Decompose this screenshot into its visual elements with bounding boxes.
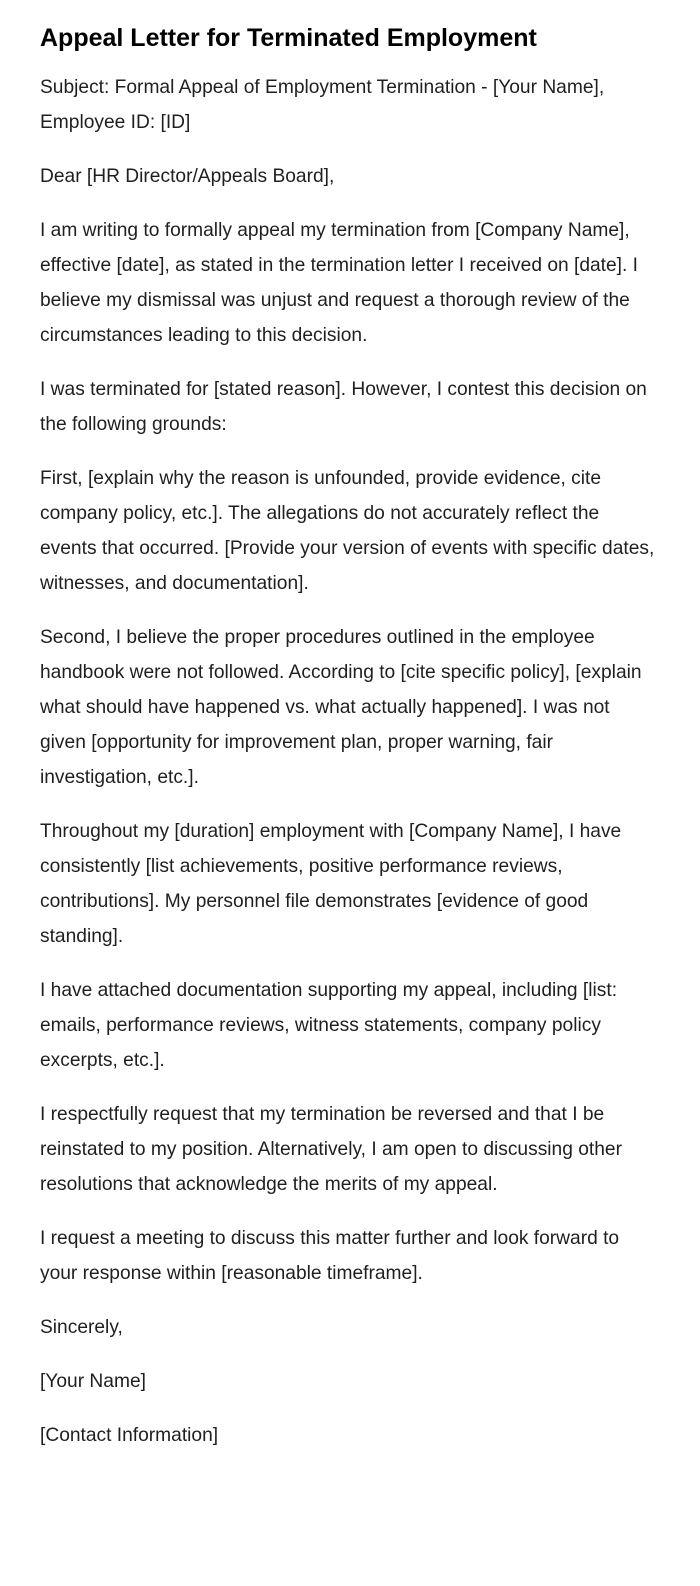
closing: Sincerely, — [40, 1317, 123, 1338]
body-paragraph-track-record: Throughout my [duration] employment with [Company Name], I have consistently [list achievements, positive performance reviews, contributions]. My personnel file demonstrates [evidence of good standing]. — [40, 821, 622, 947]
body-paragraph-reason: I was terminated for [stated reason]. However, I contest this decision on the following grounds: — [40, 379, 647, 435]
body-paragraph-attachments: I have attached documentation supporting my appeal, including [list: emails, performance reviews, witness statements, company policy excerpts, etc.]. — [40, 980, 618, 1071]
body-paragraph-second-ground: Second, I believe the proper procedures outlined in the employee handbook were not followed. According to [cite specific policy], [explain what should have happened vs. what actually happened]. I was not given [opportunity for improvement plan, proper warning, fair investigation, etc.]. — [40, 627, 642, 788]
subject-line: Subject: Formal Appeal of Employment Termination - [Your Name], Employee ID: [ID] — [40, 77, 605, 133]
signature-name: [Your Name] — [40, 1371, 146, 1392]
signature-contact: [Contact Information] — [40, 1425, 219, 1446]
body-paragraph-intro: I am writing to formally appeal my termination from [Company Name], effective [date], as stated in the termination letter I received on [date]. I believe my dismissal was unjust and request a thorough review of the circumstances leading to this decision. — [40, 220, 638, 346]
body-paragraph-meeting: I request a meeting to discuss this matter further and look forward to your response within [reasonable timeframe]. — [40, 1228, 620, 1284]
salutation: Dear [HR Director/Appeals Board], — [40, 166, 335, 187]
body-paragraph-first-ground: First, [explain why the reason is unfounded, provide evidence, cite company policy, etc.]. The allegations do not accurately reflect the events that occurred. [Provide your version of events with specific dates, witnesses, and documentation]. — [40, 468, 655, 594]
page-title: Appeal Letter for Terminated Employment — [40, 24, 537, 52]
body-paragraph-request: I respectfully request that my termination be reversed and that I be reinstated to my position. Alternatively, I am open to discussing other resolutions that acknowledge the merits of my appeal. — [40, 1104, 622, 1195]
